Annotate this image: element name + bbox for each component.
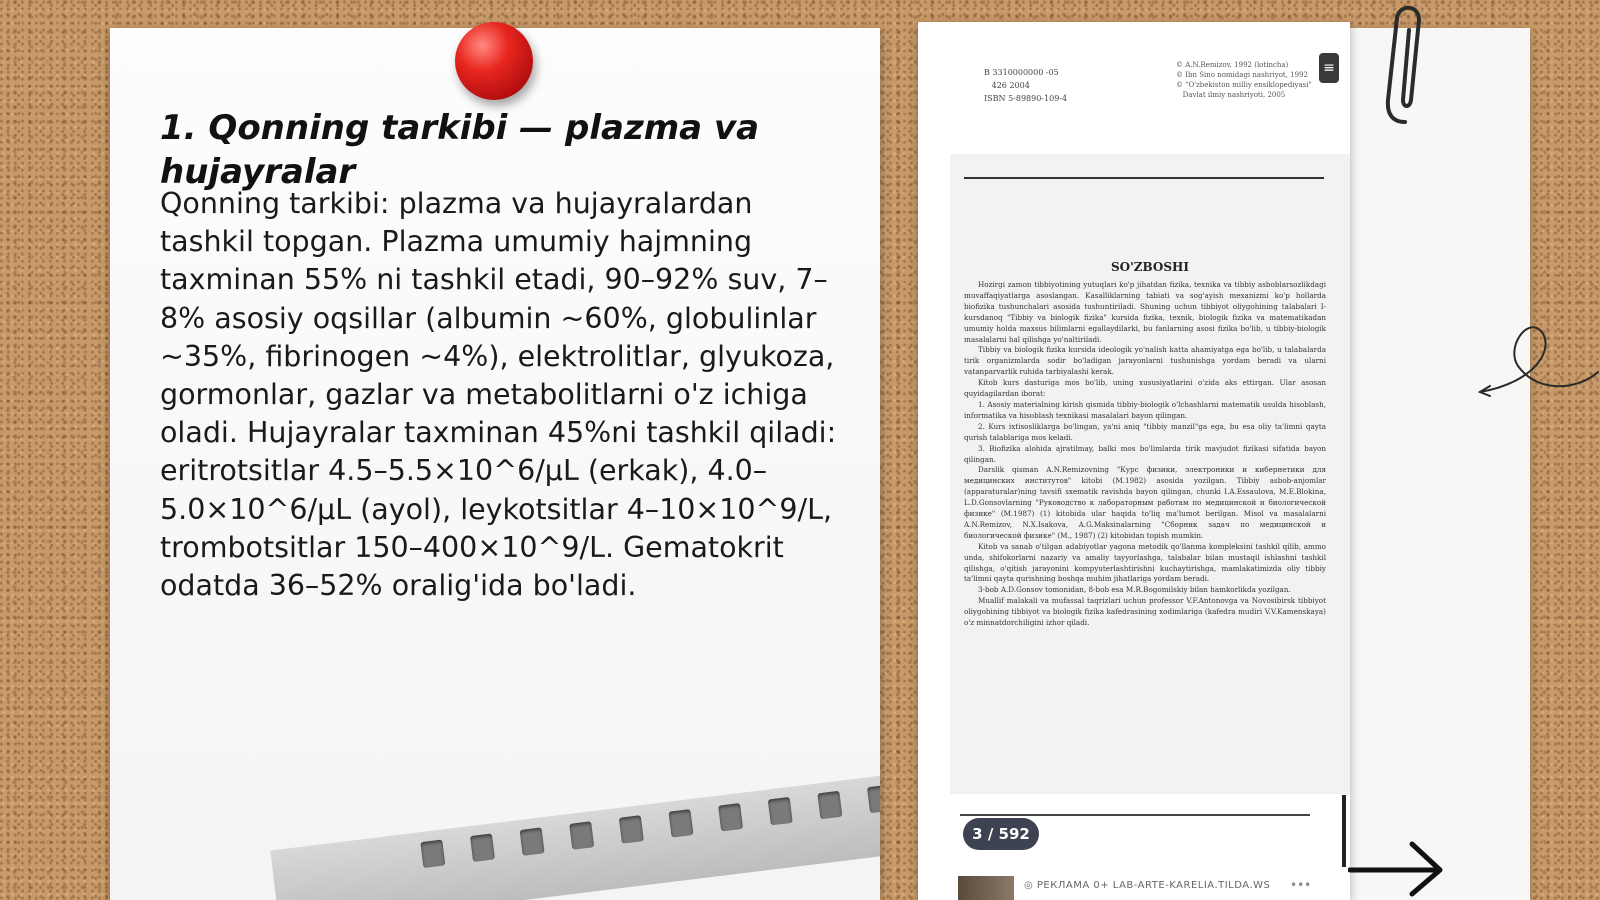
page-paragraph: Darslik qisman A.N.Remizovning "Курс физики, электроники и кибернетики для медицинских институтов" kitobi (M.1982) asosida yozilgan. Tibbiy asbob-anjomlar (apparaturalar)ning tavsifi sxematik ravishda bayon qilingan, chunki I.A.Essaulova, M.E.Blokina, L.D.Gonsovlarning "Руководство к лабораторным работам по медицинской и биологической физике" (M.1987) (1) kitobida ular haqida to'liq ma'lumot berilgan. Misol va masalalarni A.N.Remizov, N.X.Isakova, A.G.Maksinalarning "Сборник задач по медицинской и биологической физике" (M., 1987) (2) kitobidan topish mumkin. — [964, 465, 1326, 540]
punch-hole — [619, 815, 644, 843]
punch-hole — [569, 821, 594, 849]
page-paragraph: Muallif malakali va mufassal taqrizlari uchun professor V.F.Antonovga va Novosibirsk tibbiyot oliygohining tibbiyot va biologik fizika kafedrasining xodimlariga (kafedra mudiri V.V.Kamenskaya) o'z minnatdorchiligini izhor qiladi. — [964, 596, 1326, 628]
doodle-loop-arrow-icon — [1478, 310, 1600, 410]
page-paragraph: 2. Kurs ixtisosliklarga bo'lingan, ya'ni aniq "tibbiy manzil"ga ega, bu esa oliy ta'limni qayta qurish talablariga mos keladi. — [964, 421, 1326, 442]
background-paper-sheet — [1340, 28, 1530, 900]
page-paragraph: 1. Asosiy materialning kirish qismida tibbiy-biologik o'lchashlarni matematik usulda hisoblash, informatika va hisoblash texnikasi masalalari bayon qilingan. — [964, 399, 1326, 420]
punch-hole — [420, 840, 445, 868]
punch-hole — [520, 827, 545, 855]
page-text — [964, 280, 1326, 629]
punch-hole — [867, 785, 880, 813]
next-arrow-icon[interactable] — [1348, 838, 1448, 898]
punch-hole — [768, 797, 793, 825]
note-title: 1. Qonning tarkibi — plazma va hujayralar — [160, 108, 760, 192]
scrollbar-thumb[interactable] — [1342, 795, 1346, 867]
page-top-rule — [964, 177, 1324, 179]
page-paragraph: 3. Biofizika alohida ajratilmay, balki mos bo'limlarda tirik mavjudot fizikasi sifatida bayon qilingan. — [964, 443, 1326, 464]
torn-paper-edge — [110, 770, 880, 900]
punch-hole — [470, 833, 495, 861]
punch-hole — [817, 791, 842, 819]
page-indicator: 3 / 592 — [963, 818, 1039, 850]
pdf-page[interactable] — [950, 154, 1350, 794]
pdf-page-header — [918, 22, 1350, 154]
pdf-copyright-block: © A.N.Remizov, 1992 (lotincha) © Ibn Sino nomidagi nashriyot, 1992 © "O'zbekiston milliy ensiklopediyasi" Davlat ilmiy nashriyoti, 2005 — [1176, 61, 1312, 99]
punch-hole — [668, 809, 693, 837]
page-paragraph: Kitob kurs dasturiga mos bo'lib, uning xususiyatlarini o'zida aks ettirgan. Ular asosan quyidagilardan iborat: — [964, 378, 1326, 399]
page-paragraph: Kitob va sanab o'tilgan adabiyotlar yagona metodik qo'llanma kompleksini tashkil qilib, ammo unda, shifokorlarni nazariy va amaliy tayyorlashga, talabalar bilan mustaqil ishlashni tashkil qilishga, o'qitish jarayonini kompyuterlashtirishni kuchaytirishga, mamlakatimizda oliy tibbiy ta'limni qayta qurishning boshqa muhim jihatlariga yordam beradi. — [964, 541, 1326, 584]
ad-label[interactable]: ◎ РЕКЛАМА 0+ LAB-ARTE-KARELIA.TILDA.WS — [1024, 880, 1271, 891]
red-pushpin-icon — [455, 22, 533, 100]
next-page-rule — [960, 814, 1310, 816]
paperclip-icon — [1375, 0, 1435, 130]
page-paragraph: 3-bob A.D.Gonsov tomonidan, 8-bob esa M.R.Bogomilskiy bilan hamkorlikda yozilgan. — [978, 585, 1291, 595]
pdf-viewer[interactable] — [918, 22, 1350, 900]
pdf-isbn-block: B 3310000000 -05 426 2004 ISBN 5-89890-109-4 — [984, 68, 1068, 103]
page-heading: SO'ZBOSHI — [1111, 260, 1189, 274]
page-paragraph: Hozirgi zamon tibbiyotining yutuqlari ko'p jihatdan fizika, texnika va tibbiy asboblarsozlikdagi muvaffaqiyatlarga asoslangan. Kasalliklarning tabiati va sog'ayish mexanizmi ko'p hollarda biofizika tushunchalari asosida tushuntiriladi. Shuning uchun tibbiyot oliygohining talabalari I-kursdanoq "Tibbiy va biologik fizika" kursida fizika, texnik, biologik fizika va matematikadan umumiy holda maxsus bilimlarni egallaydilarki, bu fanlarning asosi fizika bo'lib, u tibbiy-biologik masalalarni hal qilishga yo'naltiriladi. — [964, 280, 1326, 344]
note-body-text: Qonning tarkibi: plazma va hujayralardan tashkil topgan. Plazma umumiy hajmning taxminan 55% ni tashkil etadi, 90–92% suv, 7–8% asosiy oqsillar (albumin ~60%, globulinlar ~35%, fibrinogen ~4%), elektrolitlar, glyukoza, gormonlar, gazlar va metabolitlarni o'z ichiga oladi. Hujayralar taxminan 45%ni tashkil qiladi: eritrotsitlar 4.5–5.5×10^6/μL (erkak), 4.0–5.0×10^6/μL (ayol), leykotsitlar 4–10×10^9/L, trombotsitlar 150–400×10^9/L. Gematokrit odatda 36–52% oralig'ida bo'ladi. — [160, 187, 837, 603]
ad-banner[interactable] — [958, 872, 1350, 900]
punch-hole — [718, 803, 743, 831]
ad-thumbnail[interactable] — [958, 876, 1014, 900]
page-paragraph: Tibbiy va biologik fizika kursida ideologik yo'nalish katta ahamiyatga ega bo'lib, u talabalarda tirik organizmlarda sodir bo'ladigan jarayonlarni tushunishga yordam beradi va ularni vatanparvarlik ruhida tarbiyalashi kerak. — [964, 345, 1326, 377]
menu-icon[interactable]: ≡ — [1319, 53, 1339, 83]
more-options-icon[interactable]: ••• — [1290, 878, 1312, 892]
torn-strip — [270, 770, 880, 900]
